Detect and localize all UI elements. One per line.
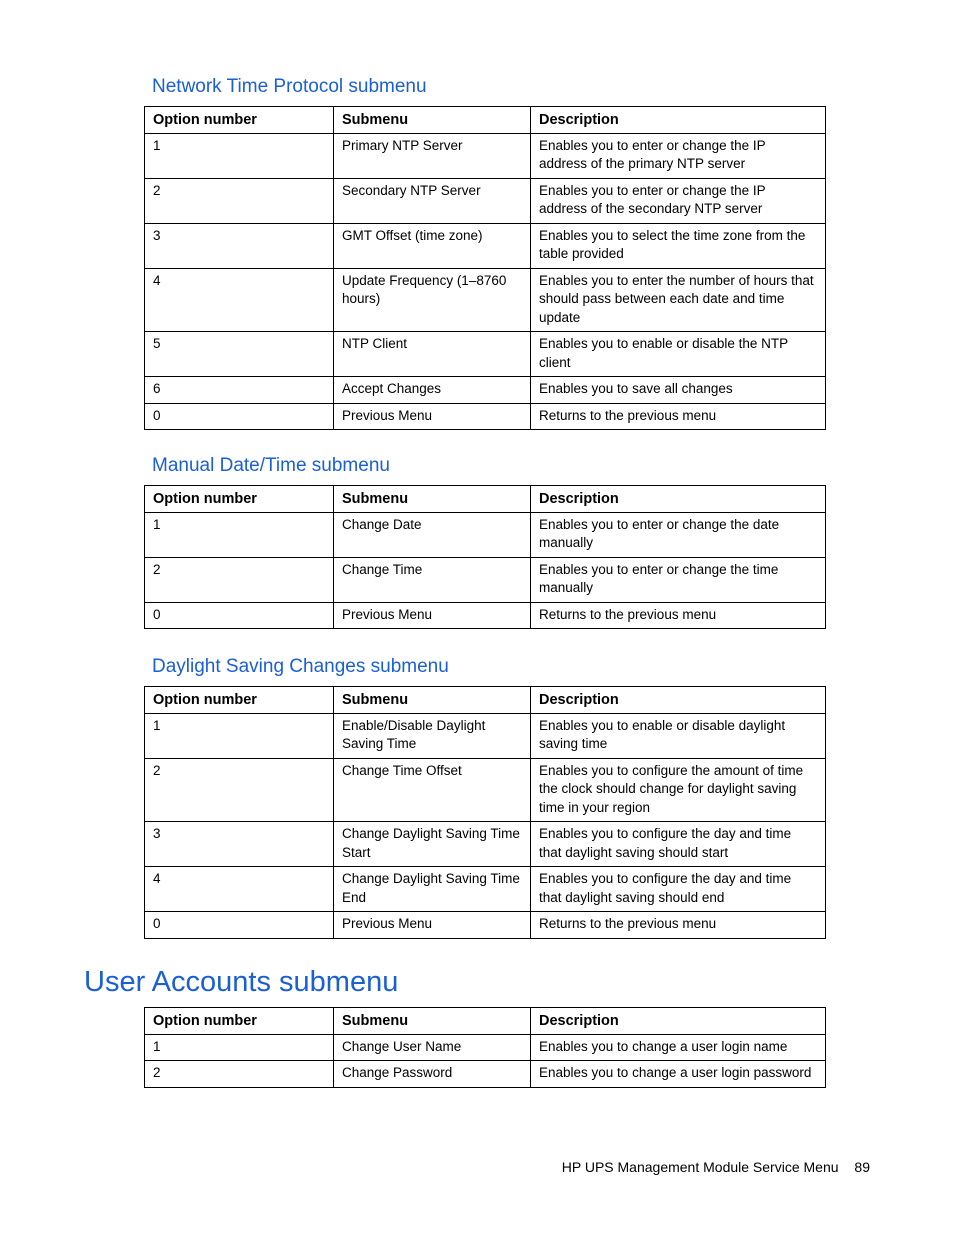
dst-table — [144, 686, 826, 939]
submenu-cell: Accept Changes — [334, 377, 531, 404]
submenu-cell: GMT Offset (time zone) — [334, 223, 531, 268]
submenu-cell: Previous Menu — [334, 602, 531, 629]
option-number-cell: 1 — [145, 1034, 334, 1061]
description-header: Description — [531, 107, 826, 134]
description-header: Description — [531, 486, 826, 513]
option-number-cell: 2 — [145, 178, 334, 223]
users-table — [144, 1007, 826, 1088]
dst-section-heading: Daylight Saving Changes submenu — [152, 656, 449, 677]
option-number-cell: 2 — [145, 557, 334, 602]
submenu-header: Submenu — [334, 687, 531, 714]
submenu-cell: Primary NTP Server — [334, 133, 531, 178]
option-number-cell: 2 — [145, 1061, 334, 1088]
description-cell: Returns to the previous menu — [531, 403, 826, 430]
table-row — [145, 332, 826, 377]
option-number-header: Option number — [145, 1008, 334, 1035]
table-row — [145, 713, 826, 758]
table-row — [145, 512, 826, 557]
description-cell: Enables you to enter or change the time manually — [531, 557, 826, 602]
table-row — [145, 912, 826, 939]
table-header-row — [145, 486, 826, 513]
option-number-header: Option number — [145, 687, 334, 714]
description-cell: Enables you to change a user login password — [531, 1061, 826, 1088]
submenu-cell: Secondary NTP Server — [334, 178, 531, 223]
submenu-cell: Change Password — [334, 1061, 531, 1088]
submenu-cell: Change Time Offset — [334, 758, 531, 822]
page-number: 89 — [854, 1159, 870, 1175]
option-number-cell: 3 — [145, 223, 334, 268]
manual-section-heading: Manual Date/Time submenu — [152, 455, 390, 476]
table-row — [145, 223, 826, 268]
option-number-header: Option number — [145, 486, 334, 513]
submenu-header: Submenu — [334, 107, 531, 134]
option-number-cell: 0 — [145, 912, 334, 939]
ntp-section-heading: Network Time Protocol submenu — [152, 76, 427, 97]
manual-table — [144, 485, 826, 629]
table-row — [145, 822, 826, 867]
option-number-cell: 1 — [145, 133, 334, 178]
submenu-cell: Change User Name — [334, 1034, 531, 1061]
option-number-cell: 1 — [145, 512, 334, 557]
option-number-header: Option number — [145, 107, 334, 134]
description-cell: Returns to the previous menu — [531, 602, 826, 629]
submenu-cell: Change Daylight Saving Time Start — [334, 822, 531, 867]
table-row — [145, 867, 826, 912]
table-row — [145, 758, 826, 822]
submenu-cell: Previous Menu — [334, 912, 531, 939]
description-cell: Enables you to configure the day and time that daylight saving should end — [531, 867, 826, 912]
option-number-cell: 5 — [145, 332, 334, 377]
description-cell: Enables you to enter or change the IP address of the secondary NTP server — [531, 178, 826, 223]
table-header-row — [145, 687, 826, 714]
description-cell: Enables you to configure the day and time that daylight saving should start — [531, 822, 826, 867]
submenu-cell: Change Daylight Saving Time End — [334, 867, 531, 912]
footer-doc-title: HP UPS Management Module Service Menu — [561, 1159, 839, 1175]
table-row — [145, 377, 826, 404]
table-row — [145, 178, 826, 223]
submenu-cell: Update Frequency (1–8760 hours) — [334, 268, 531, 332]
ntp-table — [144, 106, 826, 430]
table-header-row — [145, 1008, 826, 1035]
submenu-cell: Enable/Disable Daylight Saving Time — [334, 713, 531, 758]
description-cell: Enables you to save all changes — [531, 377, 826, 404]
option-number-cell: 0 — [145, 602, 334, 629]
table-header-row — [145, 107, 826, 134]
option-number-cell: 1 — [145, 713, 334, 758]
submenu-cell: NTP Client — [334, 332, 531, 377]
description-cell: Enables you to enable or disable daylight saving time — [531, 713, 826, 758]
option-number-cell: 0 — [145, 403, 334, 430]
option-number-cell: 4 — [145, 268, 334, 332]
page-footer — [562, 1158, 870, 1176]
submenu-cell: Previous Menu — [334, 403, 531, 430]
submenu-header: Submenu — [334, 486, 531, 513]
table-row — [145, 602, 826, 629]
description-cell: Enables you to enter or change the date manually — [531, 512, 826, 557]
table-row — [145, 557, 826, 602]
table-row — [145, 1034, 826, 1061]
option-number-cell: 2 — [145, 758, 334, 822]
submenu-header: Submenu — [334, 1008, 531, 1035]
table-row — [145, 133, 826, 178]
description-cell: Returns to the previous menu — [531, 912, 826, 939]
option-number-cell: 6 — [145, 377, 334, 404]
table-row — [145, 403, 826, 430]
submenu-cell: Change Time — [334, 557, 531, 602]
description-header: Description — [531, 687, 826, 714]
description-header: Description — [531, 1008, 826, 1035]
table-row — [145, 268, 826, 332]
description-cell: Enables you to select the time zone from the table provided — [531, 223, 826, 268]
description-cell: Enables you to change a user login name — [531, 1034, 826, 1061]
table-row — [145, 1061, 826, 1088]
submenu-cell: Change Date — [334, 512, 531, 557]
description-cell: Enables you to enable or disable the NTP client — [531, 332, 826, 377]
description-cell: Enables you to enter or change the IP address of the primary NTP server — [531, 133, 826, 178]
user-accounts-heading: User Accounts submenu — [84, 966, 399, 998]
option-number-cell: 3 — [145, 822, 334, 867]
description-cell: Enables you to enter the number of hours that should pass between each date and time update — [531, 268, 826, 332]
description-cell: Enables you to configure the amount of time the clock should change for daylight saving time in your region — [531, 758, 826, 822]
option-number-cell: 4 — [145, 867, 334, 912]
